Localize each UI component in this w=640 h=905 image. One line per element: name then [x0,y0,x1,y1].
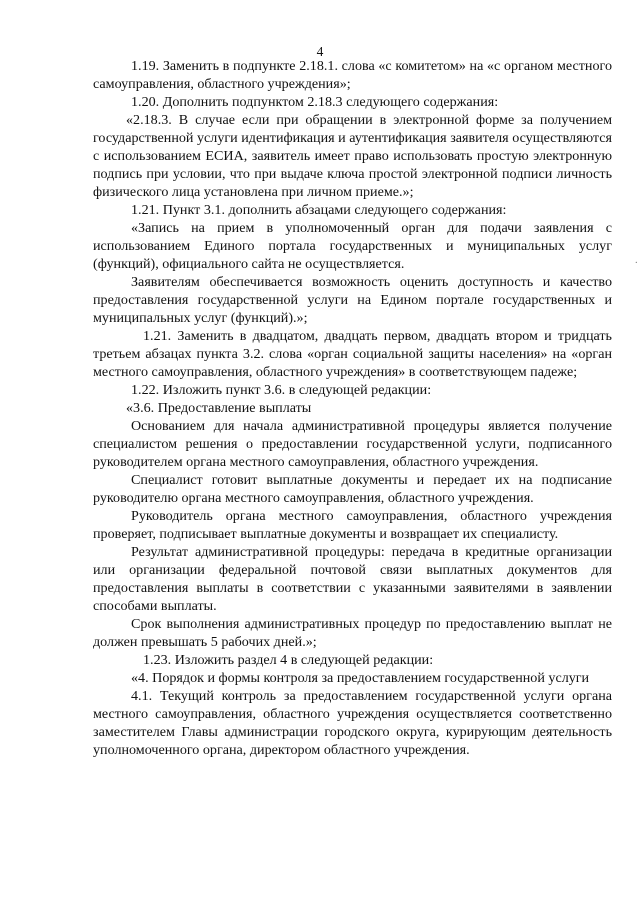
paragraph-2-18-3: «2.18.3. В случае если при обращении в электронной форме за получением государственной услуги идентификация и аутентификация заявителя осуществляются с использованием ЕСИА, заявитель имеет право использовать простую электронную подпись при условии, что при выдаче ключа простой электронной подписи личность физического лица установлена при личном приеме.»; [93,112,612,200]
paragraph-specialist: Специалист готовит выплатные документы и передает их на подписание руководителю органа местного самоуправления, областного учреждения. [93,472,612,506]
paragraph-basis: Основанием для начала административной процедуры является получение специалистом решения о предоставлении государственной услуги, подписанного руководителем органа местного самоуправления, областного учреждения. [93,418,612,470]
paragraph-result: Результат административной процедуры: передача в кредитные организации или организации федеральной почтовой связи выплатных документов для предоставления выплаты в соответствии с указанными заявителями в заявлении способами выплаты. [93,544,612,614]
paragraph-4-1: 4.1. Текущий контроль за предоставлением государственной услуги органа местного самоуправления, областного учреждения осуществляется соответственно заместителем Главы администрации городского округа, курирующим деятельность уполномоченного органа, директором областного учреждения. [93,688,612,758]
paragraph-evaluation: Заявителям обеспечивается возможность оценить доступность и качество предоставления государственной услуги на Едином портале государственных и муниципальных услуг (функций).»; [93,274,612,326]
paragraph-3-6-heading: «3.6. Предоставление выплаты [126,400,312,416]
paragraph-appointment: «Запись на прием в уполномоченный орган для подачи заявления с использованием Единого портала государственных и муниципальных услуг (функций), официального сайта не осуществляется. [93,220,612,272]
page-number: 4 [316,44,324,59]
paragraph-1-20: 1.20. Дополнить подпунктом 2.18.3 следующего содержания: [131,94,499,110]
paragraph-1-21-b: 1.21. Заменить в двадцатом, двадцать первом, двадцать втором и тридцать третьем абзацах пункта 3.2. слова «орган социальной защиты населения» на «орган местного самоуправления, областного учреждения» в соответствующем падеже; [93,328,612,380]
scan-mark: · [634,258,638,269]
paragraph-1-22: 1.22. Изложить пункт 3.6. в следующей редакции: [131,382,432,398]
paragraph-1-23: 1.23. Изложить раздел 4 в следующей редакции: [143,652,434,668]
paragraph-head: Руководитель органа местного самоуправления, областного учреждения проверяет, подписывает выплатные документы и возвращает их специалисту. [93,508,612,542]
paragraph-1-21-a: 1.21. Пункт 3.1. дополнить абзацами следующего содержания: [131,202,507,218]
paragraph-deadline: Срок выполнения административных процедур по предоставлению выплат не должен превышать 5 рабочих дней.»; [93,616,612,650]
paragraph-section-4-heading: «4. Порядок и формы контроля за предоставлением государственной услуги [131,670,590,686]
paragraph-1-19: 1.19. Заменить в подпункте 2.18.1. слова «с комитетом» на «с органом местного самоуправления, областного учреждения»; [93,58,612,92]
document-body [93,57,612,759]
